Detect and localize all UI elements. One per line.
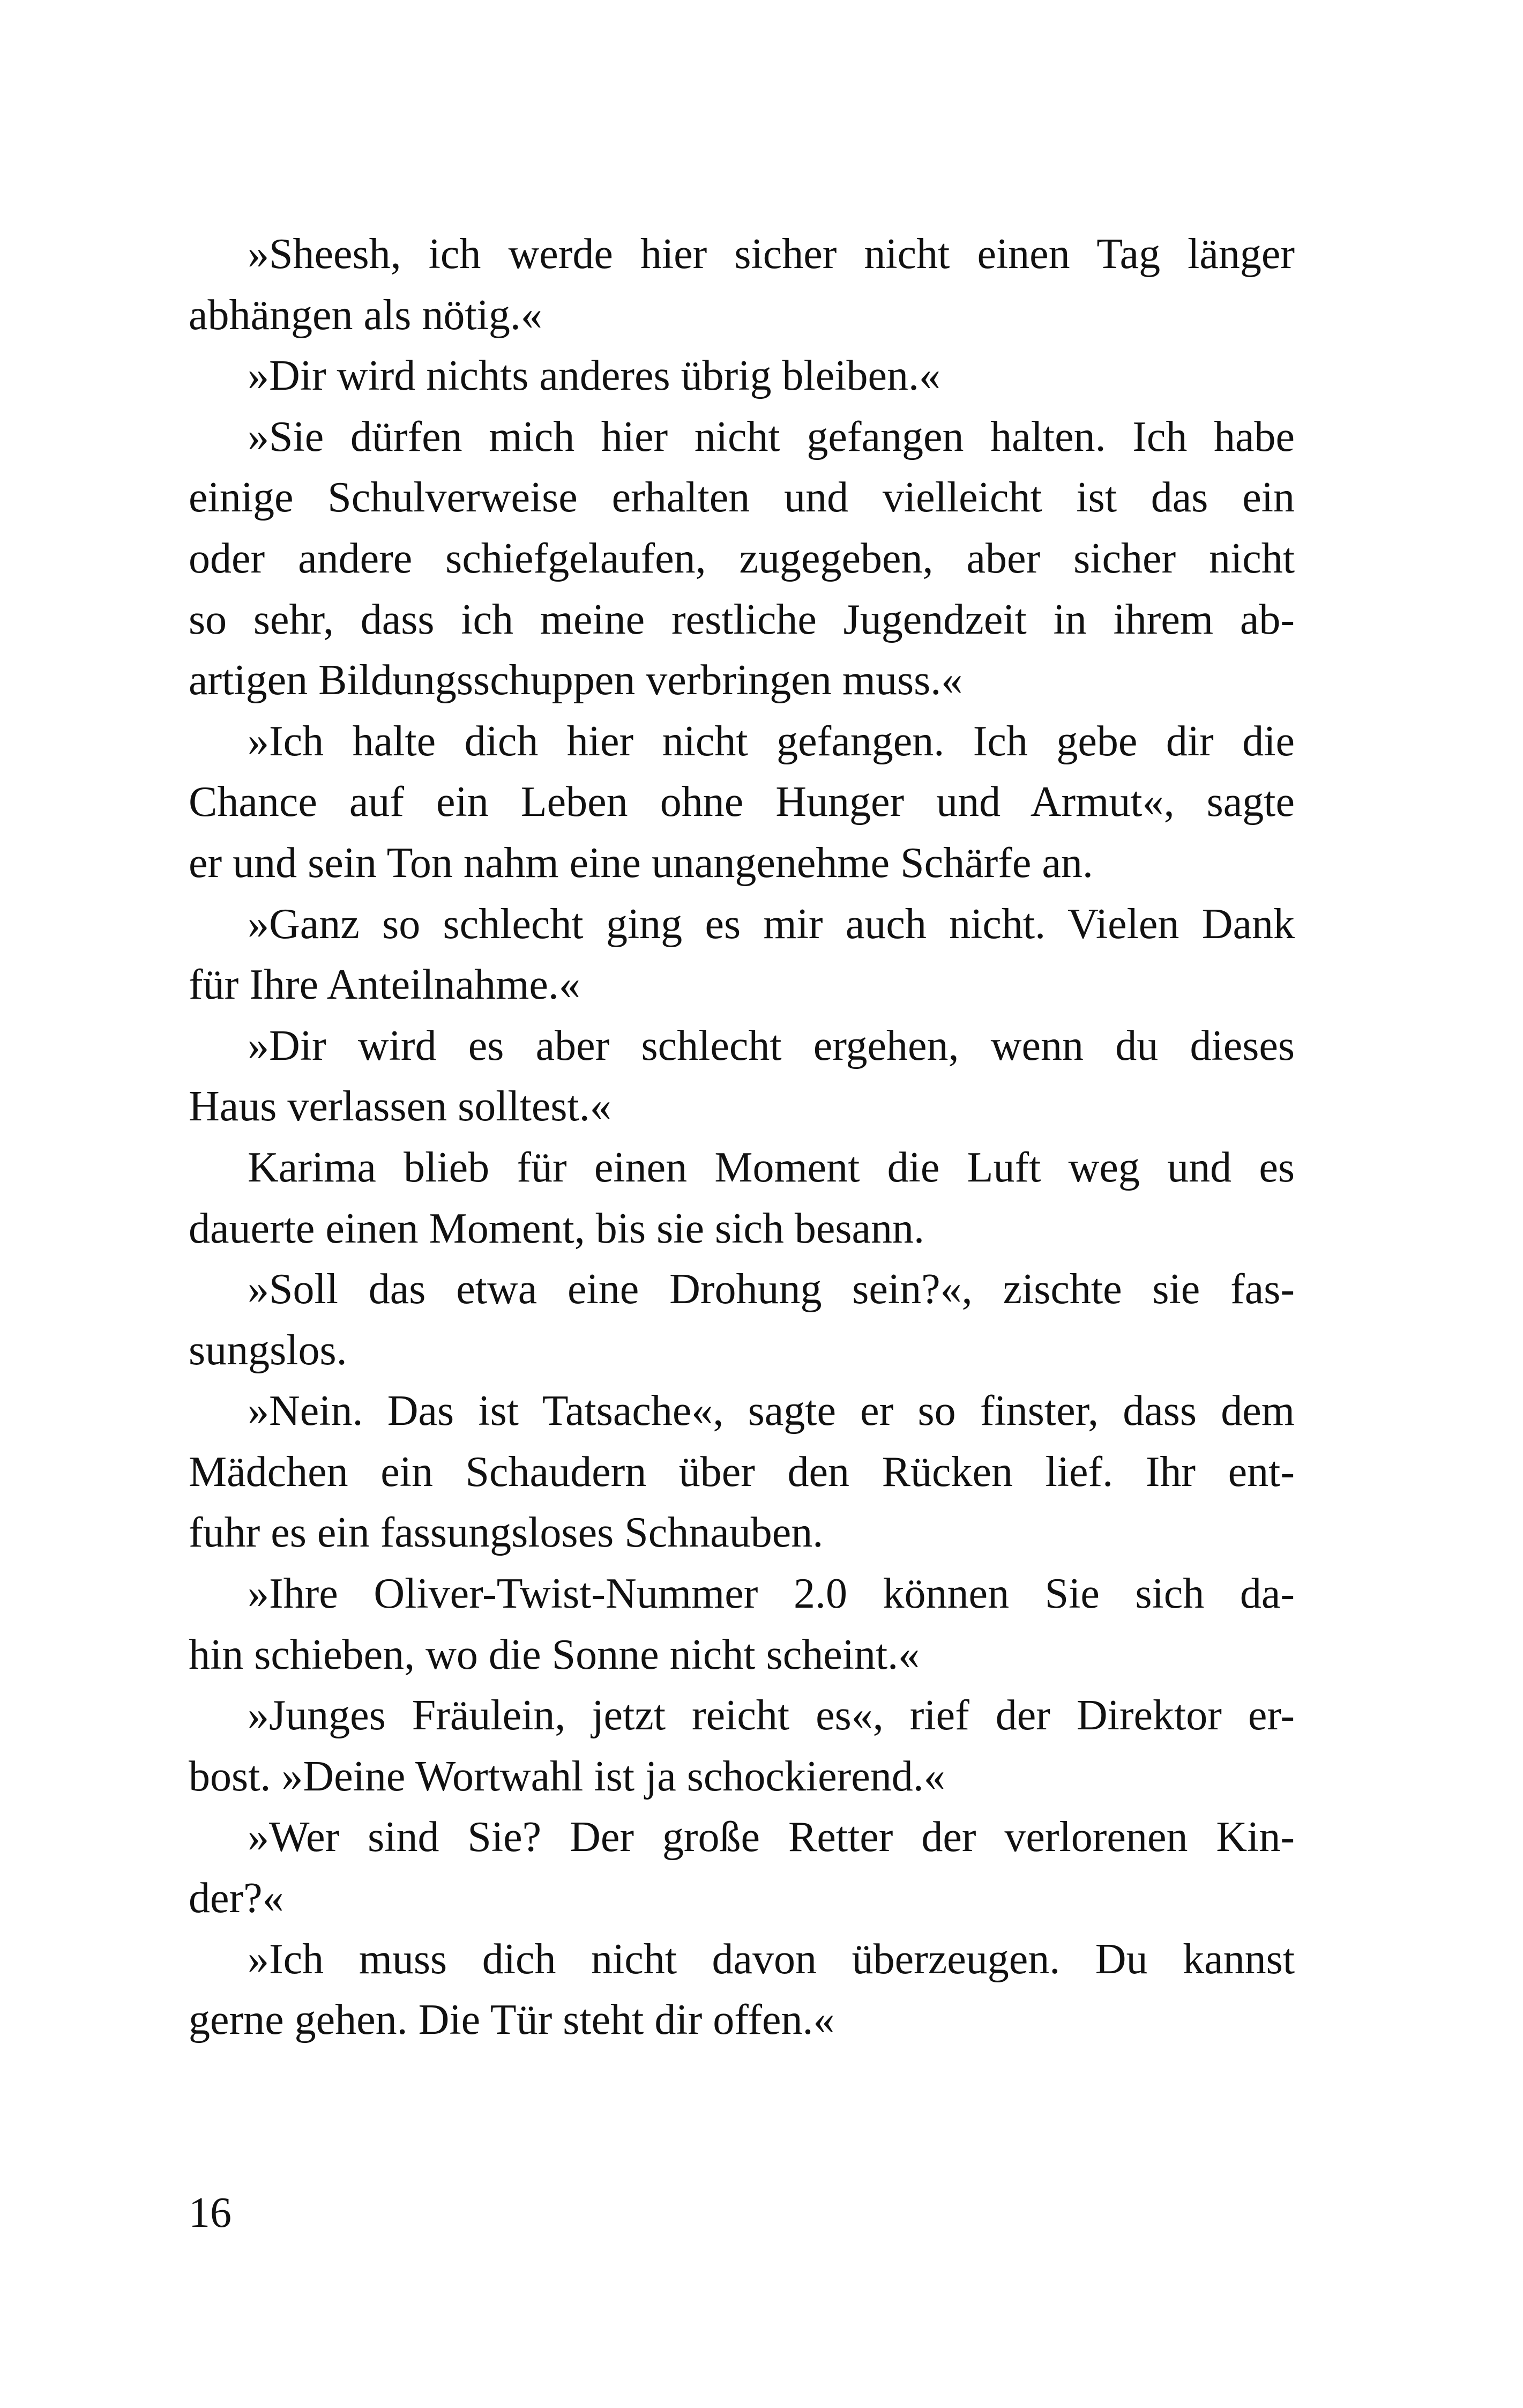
text-line: »Ich muss dich nicht davon überzeugen. Du kannst	[248, 1935, 1295, 1983]
text-line: Haus verlassen solltest.«	[189, 1083, 611, 1131]
text-line: oder andere schiefgelaufen, zugegeben, aber sicher nicht	[189, 534, 1295, 582]
text-line: er und sein Ton nahm eine unangenehme Schärfe an.	[189, 839, 1093, 887]
body-text	[189, 224, 1295, 2051]
text-line: »Dir wird es aber schlecht ergehen, wenn du dieses	[248, 1022, 1295, 1069]
text-line: Mädchen ein Schaudern über den Rücken lief. Ihr ent-	[189, 1448, 1295, 1496]
text-line: artigen Bildungsschuppen verbringen muss.«	[189, 657, 963, 704]
text-line: Chance auf ein Leben ohne Hunger und Armut«, sagte	[189, 778, 1295, 826]
text-line: dauerte einen Moment, bis sie sich besann.	[189, 1205, 924, 1252]
text-line: »Junges Fräulein, jetzt reicht es«, rief der Direktor er-	[248, 1692, 1295, 1740]
text-line: der?«	[189, 1875, 284, 1922]
text-line: »Ganz so schlecht ging es mir auch nicht. Vielen Dank	[248, 900, 1295, 948]
text-line: »Ihre Oliver-Twist-Nummer 2.0 können Sie sich da-	[248, 1570, 1295, 1618]
page-number: 16	[189, 2189, 232, 2236]
text-line: für Ihre Anteilnahme.«	[189, 961, 580, 1009]
text-line: »Sheesh, ich werde hier sicher nicht einen Tag länger	[248, 231, 1295, 278]
text-line: sungslos.	[189, 1326, 347, 1374]
text-line: »Ich halte dich hier nicht gefangen. Ich gebe dir die	[248, 717, 1295, 765]
text-line: »Nein. Das ist Tatsache«, sagte er so finster, dass dem	[248, 1387, 1295, 1435]
text-line: abhängen als nötig.«	[189, 291, 542, 339]
text-line: fuhr es ein fassungsloses Schnauben.	[189, 1509, 824, 1557]
text-line: »Wer sind Sie? Der große Retter der verlorenen Kin-	[248, 1814, 1295, 1861]
text-line: Karima blieb für einen Moment die Luft weg und es	[248, 1143, 1295, 1191]
text-line: »Dir wird nichts anderes übrig bleiben.«	[248, 352, 941, 400]
text-line: »Soll das etwa eine Drohung sein?«, zischte sie fas-	[248, 1266, 1295, 1313]
text-line: so sehr, dass ich meine restliche Jugendzeit in ihrem ab-	[189, 596, 1295, 643]
text-line: gerne gehen. Die Tür steht dir offen.«	[189, 1996, 835, 2044]
text-line: hin schieben, wo die Sonne nicht scheint.«	[189, 1631, 920, 1678]
text-line: »Sie dürfen mich hier nicht gefangen halten. Ich habe	[248, 413, 1295, 460]
text-line: einige Schulverweise erhalten und vielleicht ist das ein	[189, 474, 1295, 522]
text-line: bost. »Deine Wortwahl ist ja schockierend.«	[189, 1752, 945, 1800]
